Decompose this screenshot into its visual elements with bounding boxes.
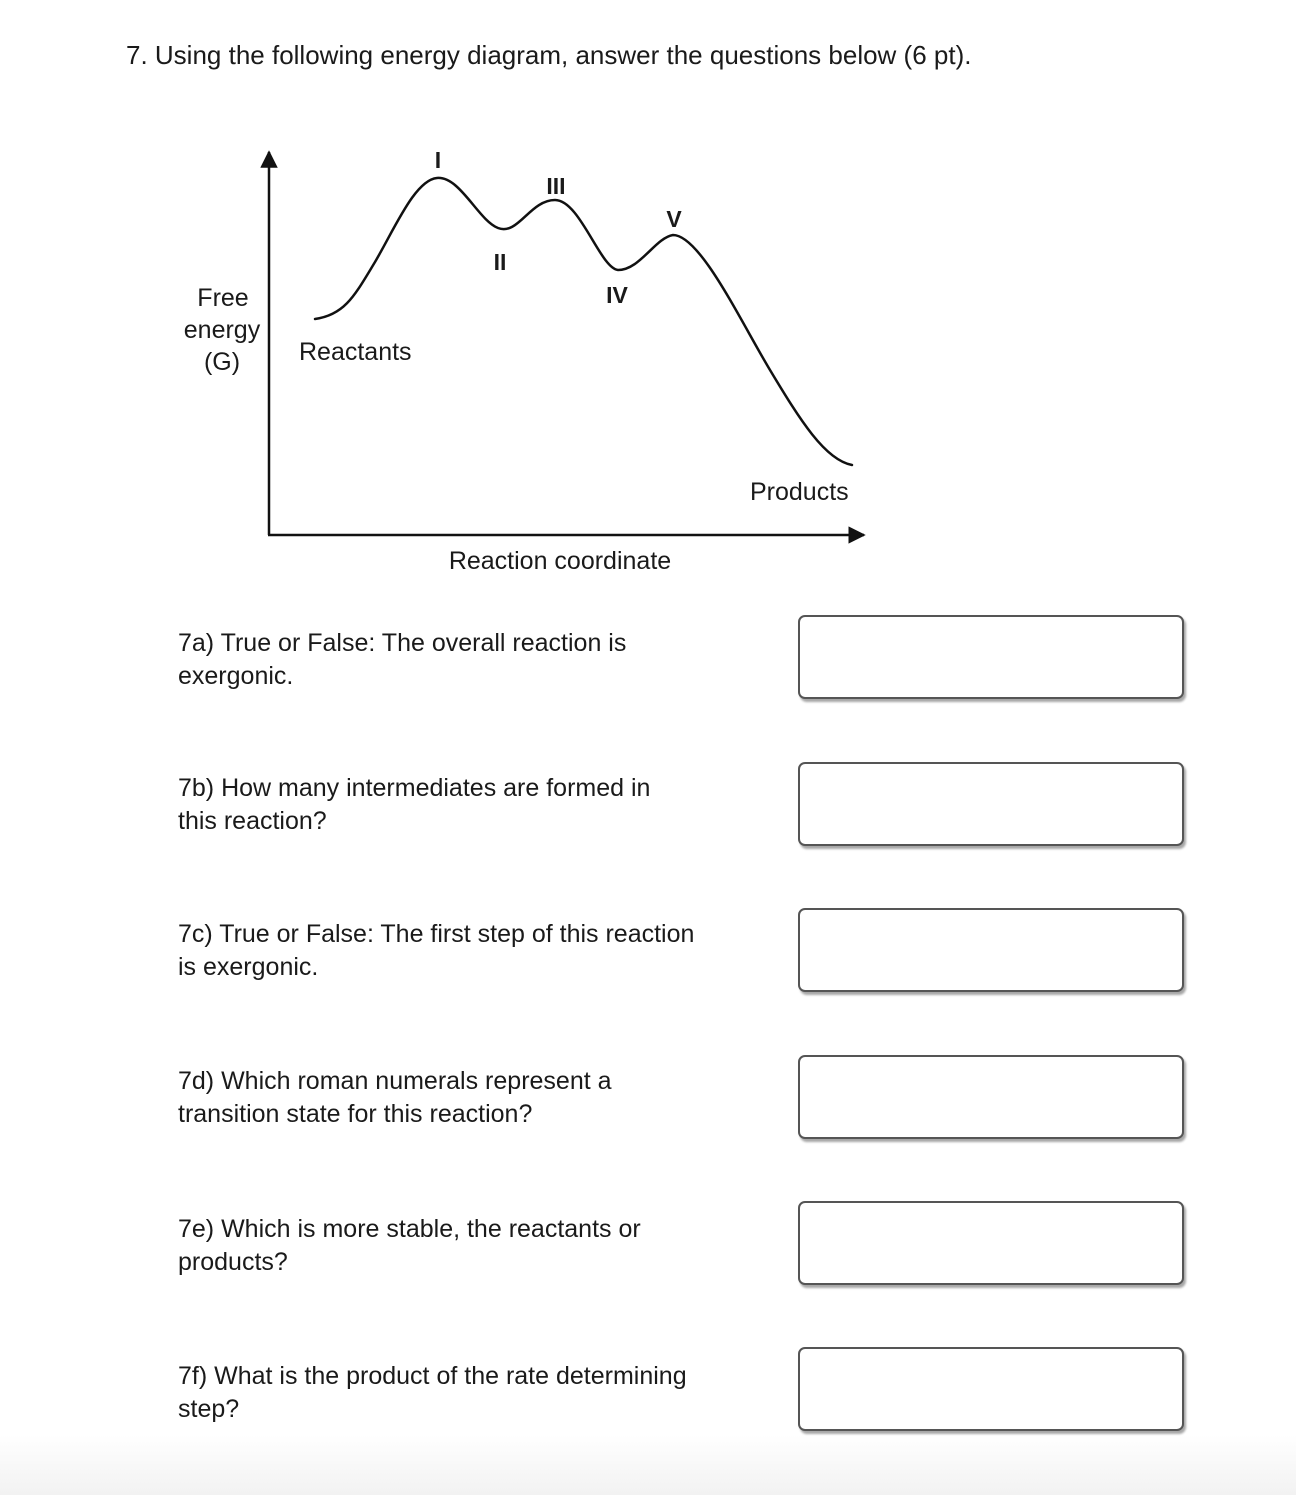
question-7e-line-2: products? (178, 1248, 288, 1276)
x-axis-label: Reaction coordinate (448, 547, 672, 575)
answer-box-7f[interactable] (798, 1347, 1184, 1431)
y-axis-label-line-2: energy (183, 316, 261, 344)
question-7a (178, 627, 778, 693)
question-title: 7. Using the following energy diagram, answer the questions below (6 pt). (126, 40, 972, 70)
answer-box-7b[interactable] (798, 762, 1184, 846)
point-label-iii: III (546, 173, 566, 199)
answer-box-7c[interactable] (798, 908, 1184, 992)
point-label-i: I (434, 147, 442, 173)
question-7d-line-2: transition state for this reaction? (178, 1100, 533, 1128)
energy-diagram (0, 0, 1296, 600)
question-7b-line-1: 7b) How many intermediates are formed in (178, 774, 651, 802)
answer-box-7e[interactable] (798, 1201, 1184, 1285)
y-axis-label-line-1: Free (197, 284, 249, 312)
question-7d-line-1: 7d) Which roman numerals represent a (178, 1067, 612, 1095)
question-7b (178, 772, 778, 838)
question-7f (178, 1360, 778, 1426)
question-7d (178, 1065, 778, 1131)
point-label-ii: II (493, 249, 507, 275)
question-7a-line-2: exergonic. (178, 662, 294, 690)
y-axis-label-line-3: (G) (203, 348, 241, 376)
products-label: Products (750, 478, 849, 506)
answer-box-7a[interactable] (798, 615, 1184, 699)
question-7a-line-1: 7a) True or False: The overall reaction is (178, 629, 627, 657)
point-label-v: V (666, 206, 682, 232)
question-7e-line-1: 7e) Which is more stable, the reactants or (178, 1215, 641, 1243)
question-7c-line-1: 7c) True or False: The first step of this reaction (178, 920, 695, 948)
answer-box-7d[interactable] (798, 1055, 1184, 1139)
question-7c-line-2: is exergonic. (178, 953, 319, 981)
reactants-label: Reactants (299, 338, 412, 366)
point-label-iv: IV (606, 282, 628, 308)
question-7b-line-2: this reaction? (178, 807, 327, 835)
question-7e (178, 1213, 778, 1279)
energy-curve (315, 178, 852, 465)
page-bottom-shade (0, 1435, 1296, 1495)
question-7c (178, 918, 778, 984)
question-7f-line-2: step? (178, 1395, 240, 1423)
question-7f-line-1: 7f) What is the product of the rate determining (178, 1362, 687, 1390)
